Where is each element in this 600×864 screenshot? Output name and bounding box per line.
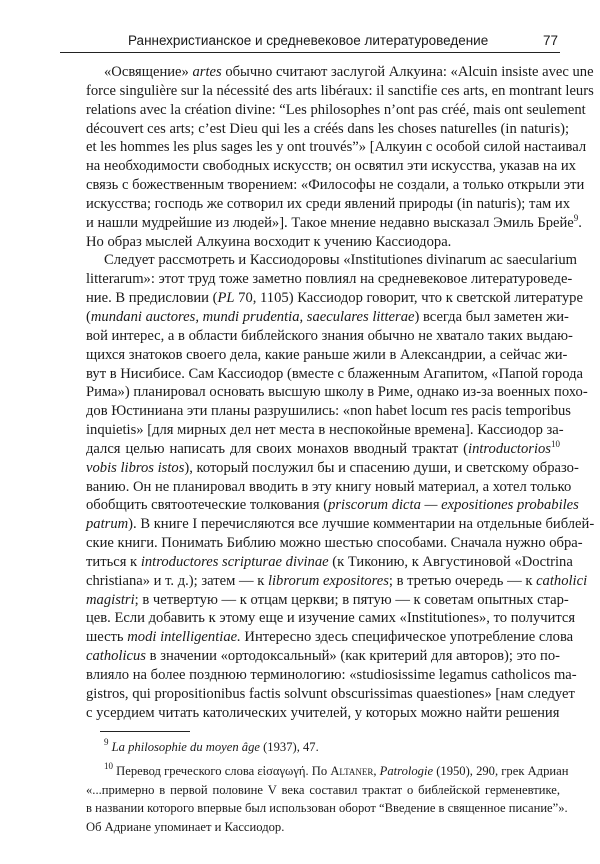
text-segment: вой интерес, а в области библейского знания обычно не хватало таких выдаю- bbox=[86, 327, 573, 344]
text-segment: Следует рассмотреть и Кассиодоровы «Institutiones divinarum ac saecularium bbox=[104, 252, 578, 269]
text-segment: шесть bbox=[86, 629, 128, 646]
page-number: 77 bbox=[542, 33, 558, 48]
footnote-line bbox=[86, 761, 569, 780]
text-segment: с усердием читать католических учителей, у которых можно найти решения bbox=[86, 704, 560, 721]
text-line bbox=[86, 308, 569, 327]
text-segment: Но образ мыслей Алкуина восходит к учению Кассиодора. bbox=[86, 233, 452, 250]
text-segment: ванию. Он не планировал вводить в эту книгу новый материал, а хотел только bbox=[86, 478, 572, 495]
text-segment: christiana» и т. д.); затем — к bbox=[86, 572, 268, 589]
text-segment: Перевод греческого слова εἰσαγωγή. По bbox=[113, 764, 331, 779]
text-segment: щихся знатоков своего дела, какие раньше жили в Александрии, а сейчас жи- bbox=[86, 346, 568, 363]
text-line bbox=[86, 647, 560, 666]
text-segment: ( bbox=[86, 308, 91, 325]
text-line bbox=[86, 138, 587, 157]
text-line bbox=[86, 365, 584, 384]
italic-text: patrum bbox=[86, 516, 129, 533]
italic-text: introductores scripturae divinae bbox=[140, 553, 329, 570]
text-segment: 70, 1105) Кассиодор говорит, что к светской литературе bbox=[234, 290, 583, 307]
text-segment: Об Адриане упоминает и Кассиодор. bbox=[86, 819, 285, 834]
italic-text: modi intelligentiae. bbox=[127, 629, 241, 646]
text-segment: (к Тиконию, к Августиновой «Doctrina bbox=[328, 553, 573, 570]
text-segment: découvert ces arts; c’est Dieu qui les a créés dans les choses naturelles (in naturis); bbox=[86, 120, 570, 137]
footnote-marker: 10 bbox=[104, 761, 113, 772]
footnote-divider bbox=[100, 731, 190, 732]
text-line bbox=[86, 685, 575, 704]
text-segment: дов Юстиниана эти планы разрушились: «non habet locum res pacis temporibus bbox=[86, 403, 571, 420]
italic-text: magistri bbox=[86, 591, 135, 608]
text-line bbox=[86, 120, 570, 139]
italic-text: librorum expositores bbox=[267, 572, 389, 589]
text-line bbox=[86, 176, 585, 195]
text-segment: влияло на более позднюю терминологию: «studiosissime legamus catholicos ma- bbox=[86, 667, 577, 683]
text-segment: Рима») планировал основать высшую школу в Риме, однако из-за военных похо- bbox=[86, 384, 588, 401]
text-line bbox=[86, 233, 560, 252]
text-segment: «Освящение» bbox=[104, 64, 193, 80]
italic-text: La philosophie du moyen âge bbox=[111, 740, 260, 754]
italic-text: catholici bbox=[536, 572, 588, 589]
text-line bbox=[86, 572, 588, 591]
text-line bbox=[86, 251, 578, 270]
text-segment: Altaner bbox=[330, 764, 374, 779]
text-segment: дался целью написать для своих монахов вводный трактат ( bbox=[86, 440, 469, 457]
text-segment: force singulière sur la nécessité des arts libéraux: il sanctifie ces arts, en montrant leurs bbox=[86, 82, 594, 99]
footnote-marker: 9 bbox=[573, 212, 579, 223]
running-header bbox=[60, 32, 560, 53]
footnote-marker: 9 bbox=[104, 737, 109, 747]
text-segment: вут в Нисибисе. Сам Кассиодор (вместе с блаженным Агапитом, «Папой города bbox=[86, 365, 584, 382]
text-segment: обычно считают заслугой Алкуина: «Alcuin insiste avec une bbox=[221, 64, 594, 80]
text-line bbox=[86, 440, 560, 459]
text-line bbox=[86, 101, 586, 120]
italic-text: vobis libros istos bbox=[86, 459, 185, 476]
footnote-line bbox=[86, 818, 560, 836]
text-line bbox=[86, 666, 577, 685]
text-line bbox=[86, 459, 579, 478]
text-line bbox=[86, 346, 568, 365]
footnote-marker: 10 bbox=[551, 438, 560, 449]
text-segment: и нашли мудрейшие из людей»]. Такое мнение недавно высказал Эмиль Брейе bbox=[86, 214, 574, 231]
text-segment: ), который послужил бы и спасению души, и светскому образо- bbox=[184, 459, 579, 476]
text-line bbox=[86, 421, 564, 440]
text-line bbox=[86, 609, 576, 628]
text-segment: gistros, qui propositionibus factis solvunt obscurissimas quaestiones» [нам следует bbox=[86, 685, 575, 702]
italic-text: Patrologie bbox=[379, 764, 434, 779]
text-line bbox=[86, 327, 573, 346]
text-line bbox=[86, 534, 583, 553]
body-text bbox=[86, 63, 595, 723]
text-segment: et les hommes les plus sages les y ont trouvés”» [Алкуин с особой силой настаивал bbox=[86, 139, 587, 156]
text-segment: (1950), 290, грек Адриан bbox=[433, 764, 569, 779]
italic-text: priscorum dicta — expositiones probabiles bbox=[328, 497, 579, 514]
italic-text: artes bbox=[192, 64, 222, 80]
text-segment: искусства; господь же сотворил их среди явлений природы (in naturis); там их bbox=[86, 195, 571, 212]
text-line bbox=[86, 195, 571, 214]
footnote-line bbox=[86, 781, 560, 799]
text-line bbox=[86, 63, 594, 82]
footnote-line bbox=[86, 799, 568, 817]
text-segment: ние. В предисловии ( bbox=[86, 290, 218, 307]
text-segment: в значении «ортодоксальный» (как критерий для авторов); это по- bbox=[146, 648, 560, 665]
text-segment: Интересно здесь специфическое употребление слова bbox=[240, 629, 574, 646]
text-segment: на необходимости свободных искусств; он освятил эти искусства, указав на их bbox=[86, 158, 576, 175]
text-segment: . bbox=[578, 214, 582, 231]
text-line bbox=[86, 289, 583, 308]
text-segment: relations avec la création divine: “Les philosophes n’ont pas créé, mais ont seulement bbox=[86, 101, 586, 118]
text-segment: «...примерно в первой половине V века составил трактат о библейской герменевтике, bbox=[86, 782, 560, 797]
text-segment: , bbox=[373, 764, 380, 779]
text-line bbox=[86, 628, 574, 647]
text-segment: ; в третью очередь — к bbox=[388, 572, 537, 589]
italic-text: mundani auctores, mundi prudentia, saeculares litterae bbox=[90, 308, 415, 325]
text-line bbox=[86, 270, 573, 289]
italic-text: PL bbox=[217, 290, 235, 307]
text-line bbox=[86, 402, 571, 421]
text-segment: ские книги. Понимать Библию можно шестью способами. Сначала нужно обра- bbox=[86, 535, 583, 552]
text-segment: связь с божественным творением: «Философы не создали, а только открыли эти bbox=[86, 177, 585, 194]
text-segment: обобщить святоотеческие толкования ( bbox=[86, 497, 329, 514]
text-line bbox=[86, 212, 582, 233]
text-segment: цев. Если добавить к этому еще и изучение самих «Institutiones», то получится bbox=[86, 610, 576, 627]
text-segment: ; в четвертую — к отцам церкви; в пятую — к советам опытных стар- bbox=[134, 591, 569, 608]
running-title: Раннехристианское и средневековое литературоведение bbox=[128, 33, 489, 48]
text-line bbox=[86, 496, 579, 515]
text-segment: litterarum»: этот труд тоже заметно повлиял на средневековое литературоведе- bbox=[86, 271, 573, 288]
text-segment: в названии которого впервые был использован оборот “Введение в священное писание”». bbox=[86, 801, 568, 816]
text-line bbox=[86, 591, 569, 610]
text-segment: титься к bbox=[86, 553, 141, 570]
text-line bbox=[86, 515, 595, 534]
text-segment: ) всегда был заметен жи- bbox=[414, 308, 569, 325]
text-segment: inquietis» [для мирных дел нет места в неспокойные времена]. Кассиодор за- bbox=[86, 422, 564, 439]
footnotes bbox=[86, 737, 569, 836]
footnote-line bbox=[86, 738, 560, 756]
text-line bbox=[86, 478, 572, 497]
text-segment: (1937), 47. bbox=[259, 740, 319, 754]
text-line bbox=[86, 383, 588, 402]
italic-text: catholicus bbox=[86, 648, 146, 665]
text-line bbox=[86, 157, 576, 176]
text-line bbox=[86, 82, 594, 101]
text-line bbox=[86, 553, 573, 572]
italic-text: introductorios bbox=[468, 440, 551, 457]
text-line bbox=[86, 704, 560, 723]
text-segment: ). В книге I перечисляются все лучшие комментарии на отдельные библей- bbox=[128, 516, 595, 533]
